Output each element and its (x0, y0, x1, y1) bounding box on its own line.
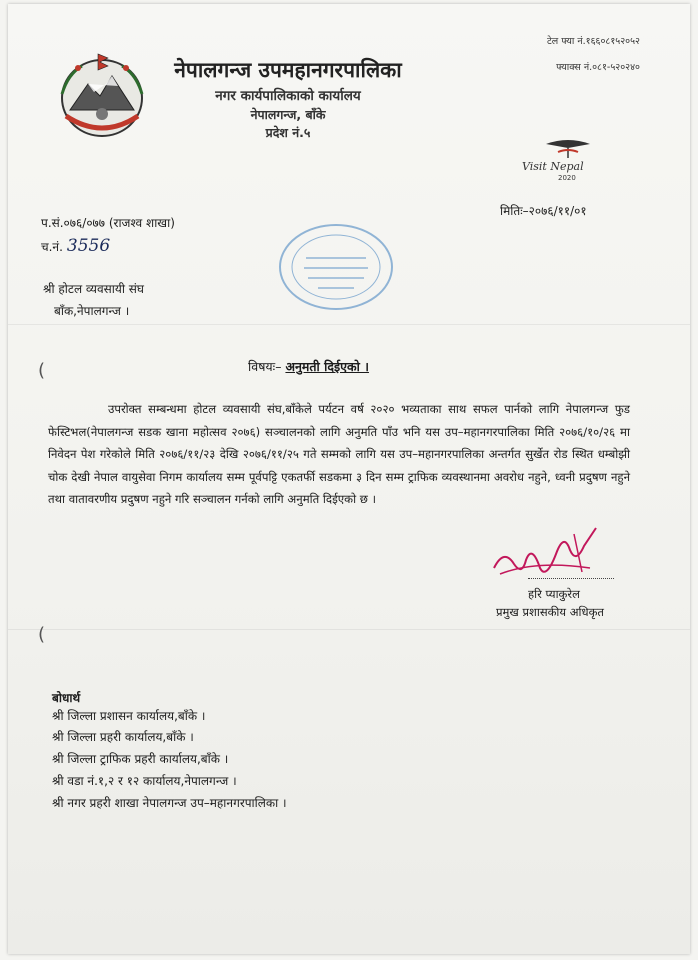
office-name: नगर कार्यपालिकाको कार्यालय (215, 88, 361, 104)
telephone-number: टेल फ्या नं.१६६०८१५२०५२ (547, 36, 640, 47)
municipality-title: नेपालगन्ज उपमहानगरपालिका (174, 58, 402, 82)
punch-hole-mark: ( (38, 360, 46, 381)
cc-item: श्री जिल्ला ट्राफिक प्रहरी कार्यालय,बाँके । (52, 752, 229, 766)
visit-nepal-logo-icon (518, 136, 618, 186)
fax-number: फ्याक्स नं.०८१-५२०२४० (556, 62, 640, 73)
office-location: नेपालगन्ज, बाँके (250, 107, 326, 122)
letter-page (8, 4, 690, 954)
handwritten-signature-icon (486, 524, 606, 586)
subject-line (248, 358, 369, 375)
letter-body: उपरोक्त सम्बन्धमा होटल व्यवसायी संघ,बाँकेले पर्यटन वर्ष २०२० भव्यताका साथ सफल पार्नको लागि नेपालगन्ज फुड फेस्टिभल(नेपालगन्ज सडक खाना महोत्सव २०७६) सञ्चालनको लागि अनुमति पाँउ भनि यस उप–महानगरपालिका मिति २०७६/१०/२६ मा निवेदन पेश गरेकोले मिति २०७६/११/२३ देखि २०७६/११/२५ गते सम्मको लागि यस उप–महानगरपालिका अन्तर्गत सुर्खेत रोड स्थित धम्बोझी चोक देखी नेपाल वायुसेवा निगम कार्यालय सम्म पूर्वपट्टि एकतर्फी सडकमा ३ दिन सम्म ट्राफिक व्यवस्थानमा अवरोध नहुने, ध्वनी प्रदुषण नहुने तथा वातावरणीय प्रदुषण नहुने गरि सञ्चालन गर्नको लागि अनुमति दिईएको छ । (48, 402, 630, 506)
cc-item: श्री जिल्ला प्रशासन कार्यालय,बाँके । (52, 709, 206, 723)
signatory-name: हरि प्याकुरेल (528, 587, 580, 601)
subject-label: विषयः– (248, 359, 282, 374)
fold-line (8, 324, 690, 325)
cc-item: श्री नगर प्रहरी शाखा नेपालगन्ज उप–महानगरपालिका । (52, 796, 287, 810)
recipient-address: बाँक,नेपालगन्ज । (54, 304, 130, 318)
chalan-number: 3556 (66, 236, 111, 256)
visit-nepal-year: 2020 (558, 174, 576, 182)
recipient-name: श्री होटल व्यवसायी संघ (43, 282, 144, 296)
visit-nepal-text: Visit Nepal (522, 160, 584, 173)
letter-date: मितिः–२०७६/११/०१ (500, 204, 587, 218)
office-stamp-icon (276, 222, 396, 312)
signatory-title: प्रमुख प्रशासकीय अधिकृत (496, 605, 604, 619)
cc-item: श्री जिल्ला प्रहरी कार्यालय,बाँके । (52, 730, 194, 744)
province-number: प्रदेश नं.५ (265, 125, 311, 140)
chalan-number-line (41, 236, 110, 256)
signature-line (528, 578, 614, 579)
reference-number: प.सं.०७६/०७७ (राजश्व शाखा) (41, 216, 175, 230)
fold-line (8, 629, 690, 630)
chalan-label: च.नं. (41, 240, 63, 254)
punch-hole-mark: ( (38, 624, 46, 645)
cc-heading: बोधार्थ (52, 691, 81, 705)
cc-item: श्री वडा नं.१,२ र १२ कार्यालय,नेपालगन्ज । (52, 774, 237, 788)
subject-value: अनुमती दिईएको । (285, 359, 369, 374)
nepal-emblem-icon (48, 44, 156, 144)
